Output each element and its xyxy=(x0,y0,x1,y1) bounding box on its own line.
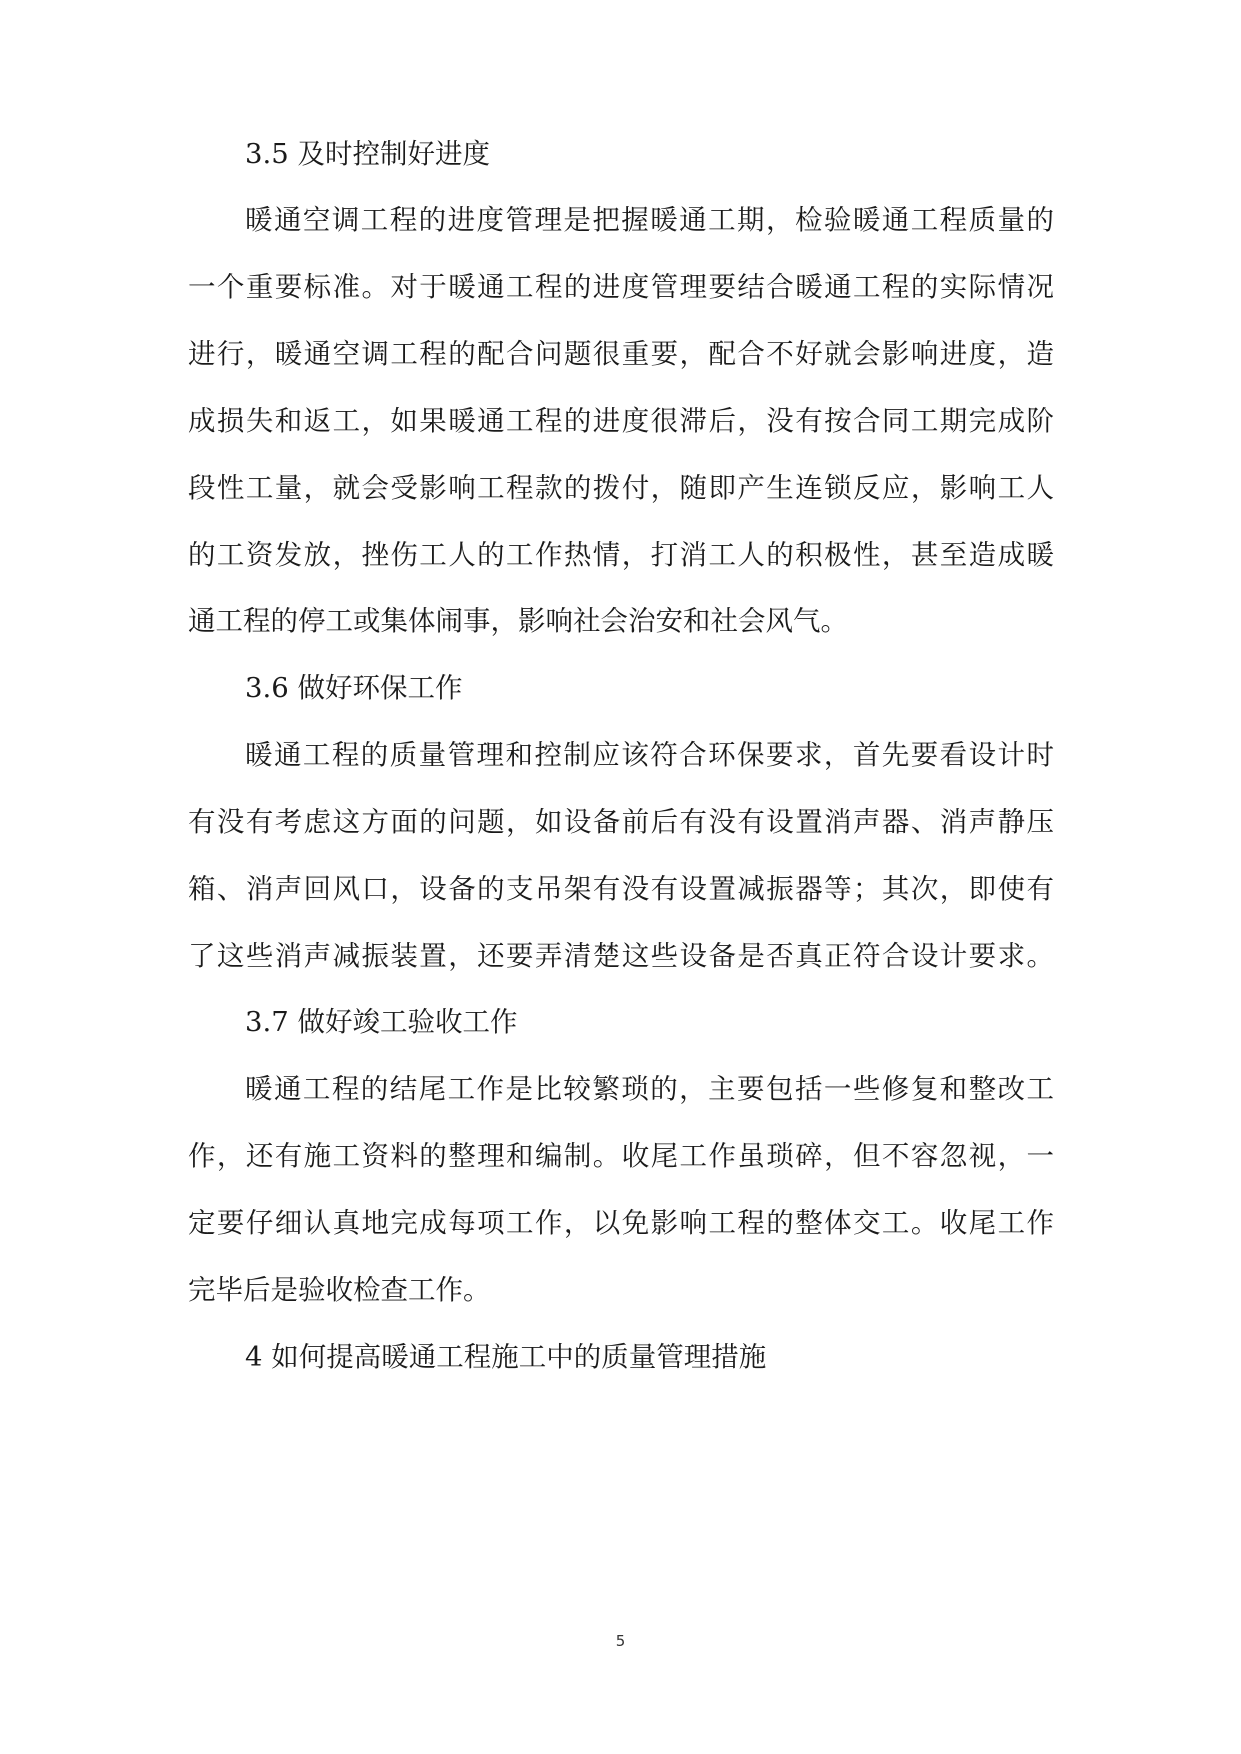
page-number: 5 xyxy=(615,1632,626,1650)
section-heading-4: 4 如何提高暖通工程施工中的质量管理措施 xyxy=(245,1341,767,1373)
paragraph-line: 定要仔细认真地完成每项工作，以免影响工程的整体交工。收尾工作 xyxy=(188,1207,1054,1239)
paragraph-line: 段性工量，就会受影响工程款的拨付，随即产生连锁反应，影响工人 xyxy=(188,472,1054,504)
paragraph-line: 的工资发放，挫伤工人的工作热情，打消工人的积极性，甚至造成暖 xyxy=(188,539,1054,571)
paragraph-line: 有没有考虑这方面的问题，如设备前后有没有设置消声器、消声静压 xyxy=(188,806,1054,838)
paragraph-line: 成损失和返工，如果暖通工程的进度很滞后，没有按合同工期完成阶 xyxy=(188,405,1054,437)
paragraph-line: 暖通工程的质量管理和控制应该符合环保要求，首先要看设计时 xyxy=(245,739,1054,771)
section-heading-3-5: 3.5 及时控制好进度 xyxy=(245,138,490,170)
paragraph-line: 作，还有施工资料的整理和编制。收尾工作虽琐碎，但不容忽视，一 xyxy=(188,1140,1054,1172)
section-heading-3-7: 3.7 做好竣工验收工作 xyxy=(245,1006,518,1038)
paragraph-line: 一个重要标准。对于暖通工程的进度管理要结合暖通工程的实际情况 xyxy=(188,271,1054,303)
paragraph-line: 通工程的停工或集体闹事，影响社会治安和社会风气。 xyxy=(188,605,848,637)
paragraph-line: 暖通工程的结尾工作是比较繁琐的，主要包括一些修复和整改工 xyxy=(245,1073,1054,1105)
paragraph-line: 箱、消声回风口，设备的支吊架有没有设置减振器等；其次，即使有 xyxy=(188,873,1054,905)
paragraph-line: 暖通空调工程的进度管理是把握暖通工期，检验暖通工程质量的 xyxy=(245,204,1054,236)
paragraph-line: 完毕后是验收检查工作。 xyxy=(188,1274,491,1306)
paragraph-line: 进行，暖通空调工程的配合问题很重要，配合不好就会影响进度，造 xyxy=(188,338,1054,370)
section-heading-3-6: 3.6 做好环保工作 xyxy=(245,672,463,704)
paragraph-line: 了这些消声减振装置，还要弄清楚这些设备是否真正符合设计要求。 xyxy=(188,940,1054,972)
